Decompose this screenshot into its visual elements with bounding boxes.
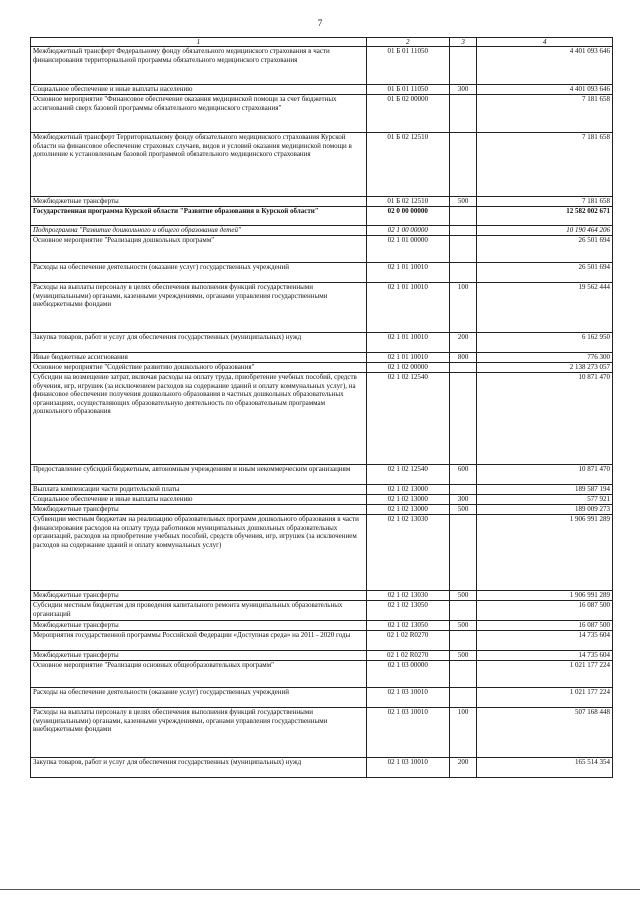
row-sum-cell: 507 168 448 <box>477 708 613 758</box>
row-name-cell: Социальное обеспечение и иные выплаты населению <box>31 495 367 505</box>
table-row <box>31 95 613 133</box>
row-type-cell: 300 <box>449 85 477 95</box>
table-row <box>31 708 613 758</box>
row-type-cell <box>449 263 477 283</box>
row-sum-cell: 6 162 950 <box>477 333 613 353</box>
header-col-3: 3 <box>449 38 477 47</box>
row-code-cell: 02 1 01 10010 <box>366 263 449 283</box>
row-name-cell: Субсидии местным бюджетам для проведения капитального ремонта муниципальных образовательных организаций <box>31 601 367 621</box>
table-row <box>31 197 613 207</box>
row-type-cell <box>449 601 477 621</box>
row-type-cell <box>449 485 477 495</box>
row-name-cell: Основное мероприятие "Финансовое обеспечение оказания медицинской помощи за счет бюджетных ассигнований сверх базовой программы обязательного медицинского страхования" <box>31 95 367 133</box>
row-name-cell: Межбюджетные трансферты <box>31 621 367 631</box>
row-code-cell: 02 1 02 13000 <box>366 505 449 515</box>
table-row <box>31 85 613 95</box>
table-row <box>31 505 613 515</box>
row-name-cell: Межбюджетные трансферты <box>31 651 367 661</box>
row-sum-cell: 776 300 <box>477 353 613 363</box>
row-name-cell: Расходы на обеспечение деятельности (оказание услуг) государственных учреждений <box>31 263 367 283</box>
table-row <box>31 601 613 621</box>
row-code-cell: 02 1 02 00000 <box>366 363 449 373</box>
table-body <box>31 47 613 778</box>
row-code-cell: 02 1 03 10010 <box>366 708 449 758</box>
row-type-cell: 200 <box>449 333 477 353</box>
table-row <box>31 621 613 631</box>
row-name-cell: Расходы на выплаты персоналу в целях обеспечения выполнения функций государственными (муниципальными) органами, казенными учреждениями, органами управления государственными внебюджетными фондами <box>31 283 367 333</box>
row-name-cell: Межбюджетный трансферт Территориальному фонду обязательного медицинского страхования Курской области на финансовое обеспечение страховых случаев, видов и условий оказания медицинской помощи в дополнение к установленным базовой программой обязательного медицинского страхования <box>31 133 367 197</box>
row-type-cell: 200 <box>449 758 477 778</box>
table-row <box>31 688 613 708</box>
row-name-cell: Иные бюджетные ассигнования <box>31 353 367 363</box>
table-row <box>31 47 613 85</box>
row-sum-cell: 16 087 500 <box>477 601 613 621</box>
row-sum-cell: 1 906 991 289 <box>477 591 613 601</box>
row-name-cell: Субсидии на возмещение затрат, включая расходы на оплату труда, приобретение учебных пособий, средств обучения, игр, игрушек (за исключением расходов на содержание зданий и оплату коммунальных услуг), на финансовое обеспечение получения дошкольного образования в частных дошкольных образовательных организациях, осуществляющих образовательную деятельность по образовательным программам дошкольного образования <box>31 373 367 465</box>
row-type-cell <box>449 226 477 236</box>
row-sum-cell: 16 087 500 <box>477 621 613 631</box>
row-sum-cell: 14 735 604 <box>477 631 613 651</box>
row-sum-cell: 19 562 444 <box>477 283 613 333</box>
row-type-cell <box>449 515 477 591</box>
row-name-cell: Закупка товаров, работ и услуг для обеспечения государственных (муниципальных) нужд <box>31 333 367 353</box>
row-type-cell: 500 <box>449 621 477 631</box>
row-name-cell: Межбюджетные трансферты <box>31 197 367 207</box>
table-row <box>31 631 613 651</box>
table-row <box>31 226 613 236</box>
row-type-cell: 500 <box>449 591 477 601</box>
row-code-cell: 01 Б 01 11050 <box>366 47 449 85</box>
table-row <box>31 651 613 661</box>
row-code-cell: 02 1 02 13050 <box>366 621 449 631</box>
table-row <box>31 485 613 495</box>
row-name-cell: Межбюджетные трансферты <box>31 505 367 515</box>
row-name-cell: Межбюджетный трансферт Федеральному фонду обязательного медицинского страхования в части финансирования территориальной программы обязательного медицинского страхования <box>31 47 367 85</box>
table-row <box>31 333 613 353</box>
row-type-cell: 500 <box>449 197 477 207</box>
row-type-cell <box>449 95 477 133</box>
row-code-cell: 02 1 02 13030 <box>366 591 449 601</box>
row-code-cell: 02 1 02 13000 <box>366 485 449 495</box>
row-code-cell: 02 1 00 00000 <box>366 226 449 236</box>
row-sum-cell: 1 021 177 224 <box>477 688 613 708</box>
table-header <box>31 38 613 47</box>
row-code-cell: 01 Б 01 11050 <box>366 85 449 95</box>
row-code-cell: 02 1 02 13000 <box>366 495 449 505</box>
row-type-cell <box>449 363 477 373</box>
row-type-cell <box>449 688 477 708</box>
row-code-cell: 02 1 02 R0270 <box>366 631 449 651</box>
table-row <box>31 283 613 333</box>
row-code-cell: 01 Б 02 00000 <box>366 95 449 133</box>
row-sum-cell: 26 501 694 <box>477 236 613 263</box>
header-col-2: 2 <box>366 38 449 47</box>
table-row <box>31 133 613 197</box>
row-code-cell: 01 Б 02 12510 <box>366 133 449 197</box>
row-sum-cell: 7 181 658 <box>477 197 613 207</box>
row-code-cell: 02 1 02 12540 <box>366 465 449 485</box>
row-code-cell: 02 1 03 00000 <box>366 661 449 688</box>
table-row <box>31 495 613 505</box>
row-type-cell <box>449 631 477 651</box>
page-number: 7 <box>317 18 323 28</box>
table-row <box>31 236 613 263</box>
row-type-cell: 600 <box>449 465 477 485</box>
table-row <box>31 207 613 226</box>
row-name-cell: Выплата компенсации части родительской платы <box>31 485 367 495</box>
row-name-cell: Социальное обеспечение и иные выплаты населению <box>31 85 367 95</box>
row-sum-cell: 189 587 194 <box>477 485 613 495</box>
table-row <box>31 465 613 485</box>
row-code-cell: 02 1 03 10010 <box>366 758 449 778</box>
row-sum-cell: 10 190 464 206 <box>477 226 613 236</box>
table-row <box>31 515 613 591</box>
row-type-cell: 800 <box>449 353 477 363</box>
table-row <box>31 591 613 601</box>
row-name-cell: Закупка товаров, работ и услуг для обеспечения государственных (муниципальных) нужд <box>31 758 367 778</box>
table-row <box>31 373 613 465</box>
row-sum-cell: 577 921 <box>477 495 613 505</box>
row-code-cell: 02 1 01 00000 <box>366 236 449 263</box>
row-code-cell: 02 1 01 10010 <box>366 333 449 353</box>
row-sum-cell: 189 009 273 <box>477 505 613 515</box>
row-type-cell <box>449 133 477 197</box>
table-row <box>31 353 613 363</box>
row-sum-cell: 7 181 658 <box>477 133 613 197</box>
row-type-cell <box>449 661 477 688</box>
row-type-cell <box>449 47 477 85</box>
budget-table <box>30 37 613 778</box>
row-sum-cell: 12 582 002 671 <box>477 207 613 226</box>
row-sum-cell: 10 871 470 <box>477 373 613 465</box>
row-code-cell: 02 1 01 10010 <box>366 283 449 333</box>
table-row <box>31 263 613 283</box>
row-name-cell: Субвенции местным бюджетам на реализацию образовательных программ дошкольного образования в части финансирования расходов на оплату труда работников муниципальных дошкольных образовательных организаций, расходов на приобретение учебных пособий, средств обучения, игр, игрушек (за исключением расходов на содержание зданий и оплату коммунальных услуг) <box>31 515 367 591</box>
row-sum-cell: 1 906 991 289 <box>477 515 613 591</box>
row-name-cell: Мероприятия государственной программы Российской Федерации «Доступная среда» на 2011 - 2020 годы <box>31 631 367 651</box>
row-code-cell: 02 1 02 12540 <box>366 373 449 465</box>
row-code-cell: 02 0 00 00000 <box>366 207 449 226</box>
row-name-cell: Подпрограмма "Развитие дошкольного и общего образования детей" <box>31 226 367 236</box>
page-bottom-rule <box>0 889 640 890</box>
row-code-cell: 02 1 03 10010 <box>366 688 449 708</box>
row-code-cell: 01 Б 02 12510 <box>366 197 449 207</box>
row-name-cell: Основное мероприятие "Реализация дошкольных программ" <box>31 236 367 263</box>
row-sum-cell: 165 514 354 <box>477 758 613 778</box>
table-row <box>31 758 613 778</box>
row-type-cell: 100 <box>449 283 477 333</box>
row-name-cell: Основное мероприятие "Реализация основных общеобразовательных программ" <box>31 661 367 688</box>
row-type-cell: 100 <box>449 708 477 758</box>
row-sum-cell: 14 735 604 <box>477 651 613 661</box>
header-col-4: 4 <box>477 38 613 47</box>
row-sum-cell: 7 181 658 <box>477 95 613 133</box>
table-row <box>31 363 613 373</box>
header-col-1: 1 <box>31 38 367 47</box>
row-sum-cell: 26 501 694 <box>477 263 613 283</box>
row-name-cell: Основное мероприятие "Содействие развитию дошкольного образования" <box>31 363 367 373</box>
row-name-cell: Предоставление субсидий бюджетным, автономным учреждениям и иным некоммерческим организациям <box>31 465 367 485</box>
row-type-cell <box>449 207 477 226</box>
row-type-cell: 500 <box>449 505 477 515</box>
row-code-cell: 02 1 02 R0270 <box>366 651 449 661</box>
row-code-cell: 02 1 02 13030 <box>366 515 449 591</box>
row-name-cell: Расходы на обеспечение деятельности (оказание услуг) государственных учреждений <box>31 688 367 708</box>
row-type-cell <box>449 373 477 465</box>
row-name-cell: Государственная программа Курской области "Развитие образования в Курской области" <box>31 207 367 226</box>
row-sum-cell: 10 871 470 <box>477 465 613 485</box>
row-code-cell: 02 1 01 10010 <box>366 353 449 363</box>
row-sum-cell: 4 401 093 646 <box>477 47 613 85</box>
row-type-cell: 300 <box>449 495 477 505</box>
row-sum-cell: 4 401 093 646 <box>477 85 613 95</box>
row-name-cell: Расходы на выплаты персоналу в целях обеспечения выполнения функций государственными (муниципальными) органами, казенными учреждениями, органами управления государственными внебюджетными фондами <box>31 708 367 758</box>
row-code-cell: 02 1 02 13050 <box>366 601 449 621</box>
row-type-cell <box>449 236 477 263</box>
table-row <box>31 661 613 688</box>
row-type-cell: 500 <box>449 651 477 661</box>
row-sum-cell: 1 021 177 224 <box>477 661 613 688</box>
row-name-cell: Межбюджетные трансферты <box>31 591 367 601</box>
row-sum-cell: 2 138 273 057 <box>477 363 613 373</box>
